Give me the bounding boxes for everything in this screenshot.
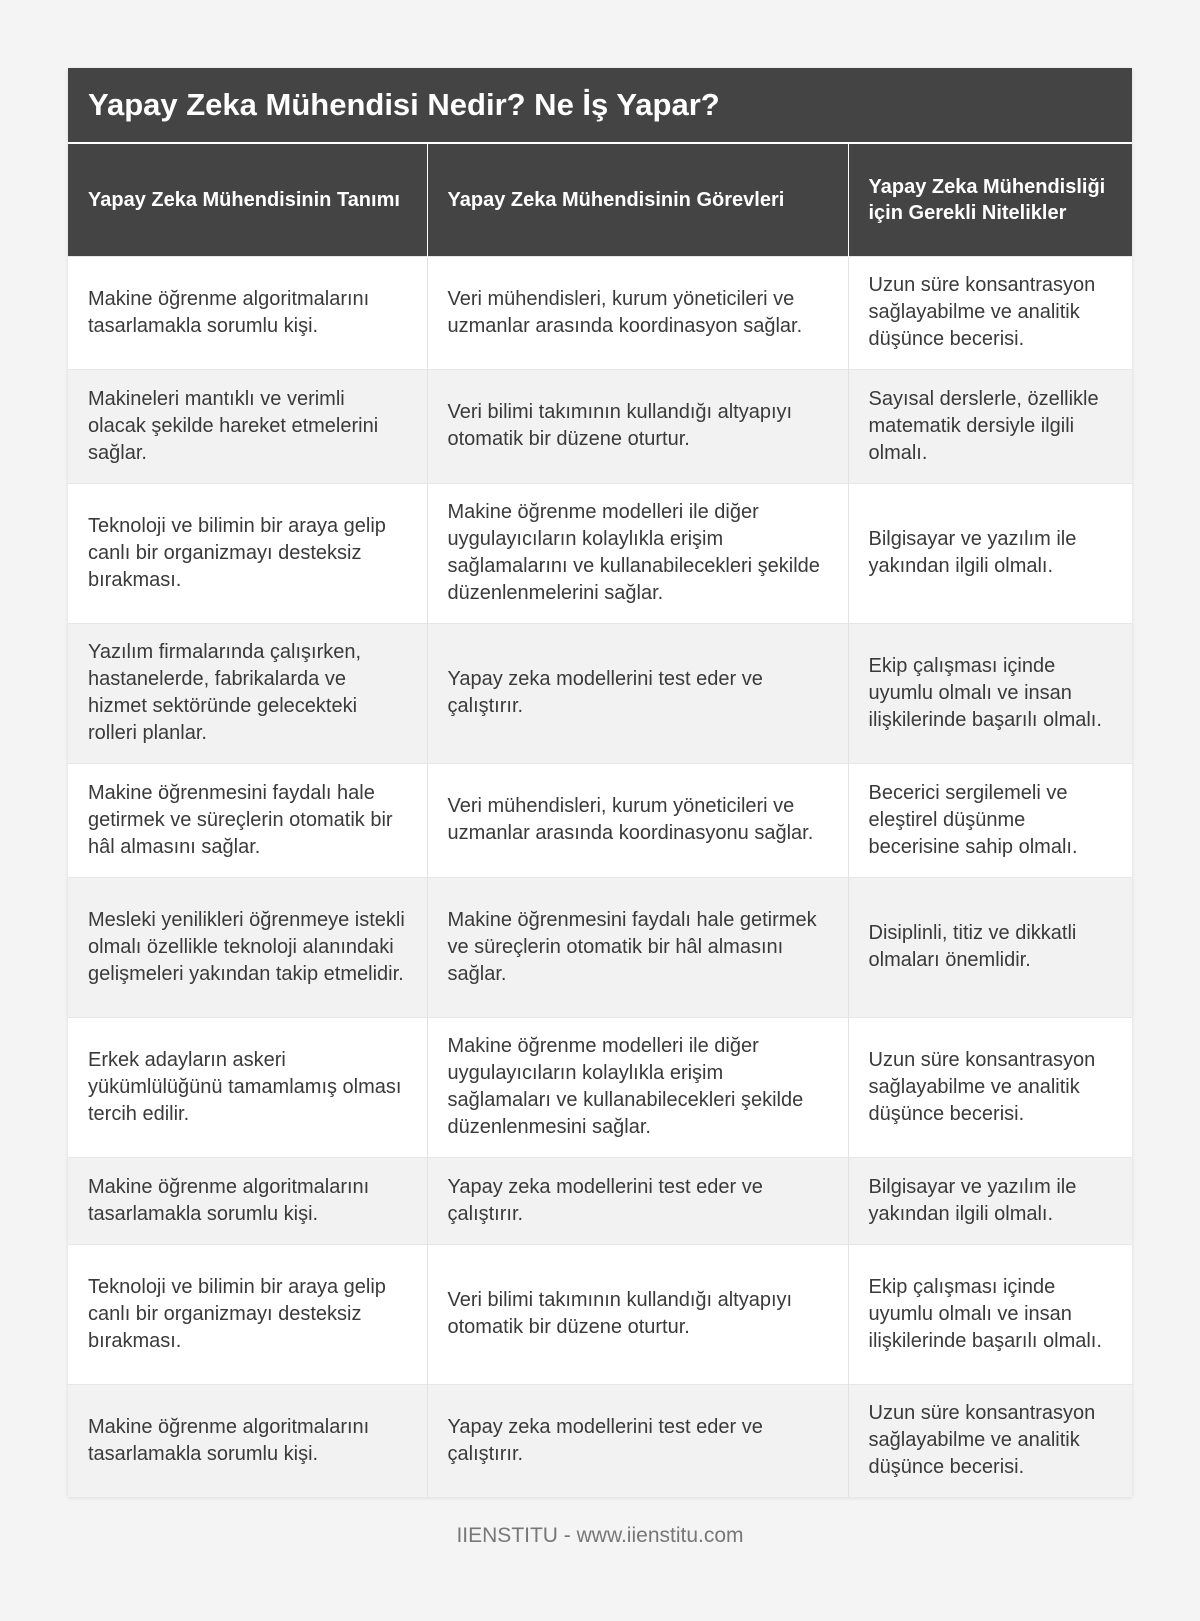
table-row (68, 1157, 1132, 1244)
column-header-duties: Yapay Zeka Mühendisinin Görevleri (427, 144, 848, 256)
table-cell: Erkek adayların askeri yükümlülüğünü tamamlamış olması tercih edilir. (68, 1017, 427, 1157)
info-table (68, 144, 1132, 1497)
table-cell: Mesleki yenilikleri öğrenmeye istekli olmalı özellikle teknoloji alanındaki gelişmeleri yakından takip etmelidir. (68, 877, 427, 1017)
table-cell: Makineleri mantıklı ve verimli olacak şekilde hareket etmelerini sağlar. (68, 369, 427, 483)
table-row (68, 763, 1132, 877)
table-cell: Yapay zeka modellerini test eder ve çalıştırır. (427, 623, 848, 763)
table-row (68, 369, 1132, 483)
table-cell: Yapay zeka modellerini test eder ve çalıştırır. (427, 1157, 848, 1244)
table-row (68, 1384, 1132, 1497)
table-cell: Bilgisayar ve yazılım ile yakından ilgili olmalı. (848, 1157, 1132, 1244)
table-cell: Yapay zeka modellerini test eder ve çalıştırır. (427, 1384, 848, 1497)
table-cell: Makine öğrenmesini faydalı hale getirmek ve süreçlerin otomatik bir hâl almasını sağlar. (68, 763, 427, 877)
table-cell: Uzun süre konsantrasyon sağlayabilme ve analitik düşünce becerisi. (848, 1384, 1132, 1497)
table-cell: Makine öğrenmesini faydalı hale getirmek ve süreçlerin otomatik bir hâl almasını sağlar. (427, 877, 848, 1017)
table-cell: Ekip çalışması içinde uyumlu olmalı ve insan ilişkilerinde başarılı olmalı. (848, 1244, 1132, 1384)
table-cell: Makine öğrenme modelleri ile diğer uygulayıcıların kolaylıkla erişim sağlamalarını ve kullanabilecekleri şekilde düzenlenmelerini sağlar. (427, 483, 848, 623)
column-header-definition: Yapay Zeka Mühendisinin Tanımı (68, 144, 427, 256)
header-row (68, 144, 1132, 256)
column-header-qualifications: Yapay Zeka Mühendisliği için Gerekli Nitelikler (848, 144, 1132, 256)
table-cell: Uzun süre konsantrasyon sağlayabilme ve analitik düşünce becerisi. (848, 1017, 1132, 1157)
table-cell: Yazılım firmalarında çalışırken, hastanelerde, fabrikalarda ve hizmet sektöründe gelecekteki rolleri planlar. (68, 623, 427, 763)
table-cell: Disiplinli, titiz ve dikkatli olmaları önemlidir. (848, 877, 1132, 1017)
table-row (68, 623, 1132, 763)
table-cell: Becerici sergilemeli ve eleştirel düşünme becerisine sahip olmalı. (848, 763, 1132, 877)
table-cell: Makine öğrenme modelleri ile diğer uygulayıcıların kolaylıkla erişim sağlamaları ve kullanabilecekleri şekilde düzenlenmesini sağlar. (427, 1017, 848, 1157)
table-cell: Teknoloji ve bilimin bir araya gelip canlı bir organizmayı desteksiz bırakması. (68, 1244, 427, 1384)
table-cell: Ekip çalışması içinde uyumlu olmalı ve insan ilişkilerinde başarılı olmalı. (848, 623, 1132, 763)
table-cell: Bilgisayar ve yazılım ile yakından ilgili olmalı. (848, 483, 1132, 623)
table-cell: Veri mühendisleri, kurum yöneticileri ve uzmanlar arasında koordinasyon sağlar. (427, 256, 848, 369)
table-cell: Sayısal derslerle, özellikle matematik dersiyle ilgili olmalı. (848, 369, 1132, 483)
table-cell: Makine öğrenme algoritmalarını tasarlamakla sorumlu kişi. (68, 1384, 427, 1497)
footer-credit: IIENSTITU - www.iienstitu.com (456, 1524, 744, 1547)
table-cell: Veri mühendisleri, kurum yöneticileri ve uzmanlar arasında koordinasyonu sağlar. (427, 763, 848, 877)
table-title: Yapay Zeka Mühendisi Nedir? Ne İş Yapar? (68, 68, 1132, 144)
table-cell: Teknoloji ve bilimin bir araya gelip canlı bir organizmayı desteksiz bırakması. (68, 483, 427, 623)
table-row (68, 1017, 1132, 1157)
table-row (68, 877, 1132, 1017)
table-cell: Veri bilimi takımının kullandığı altyapıyı otomatik bir düzene oturtur. (427, 369, 848, 483)
table-row (68, 256, 1132, 369)
table-cell: Veri bilimi takımının kullandığı altyapıyı otomatik bir düzene oturtur. (427, 1244, 848, 1384)
table-cell: Makine öğrenme algoritmalarını tasarlamakla sorumlu kişi. (68, 1157, 427, 1244)
table-row (68, 1244, 1132, 1384)
table-card (68, 68, 1132, 1497)
table-row (68, 483, 1132, 623)
table-cell: Uzun süre konsantrasyon sağlayabilme ve analitik düşünce becerisi. (848, 256, 1132, 369)
table-cell: Makine öğrenme algoritmalarını tasarlamakla sorumlu kişi. (68, 256, 427, 369)
